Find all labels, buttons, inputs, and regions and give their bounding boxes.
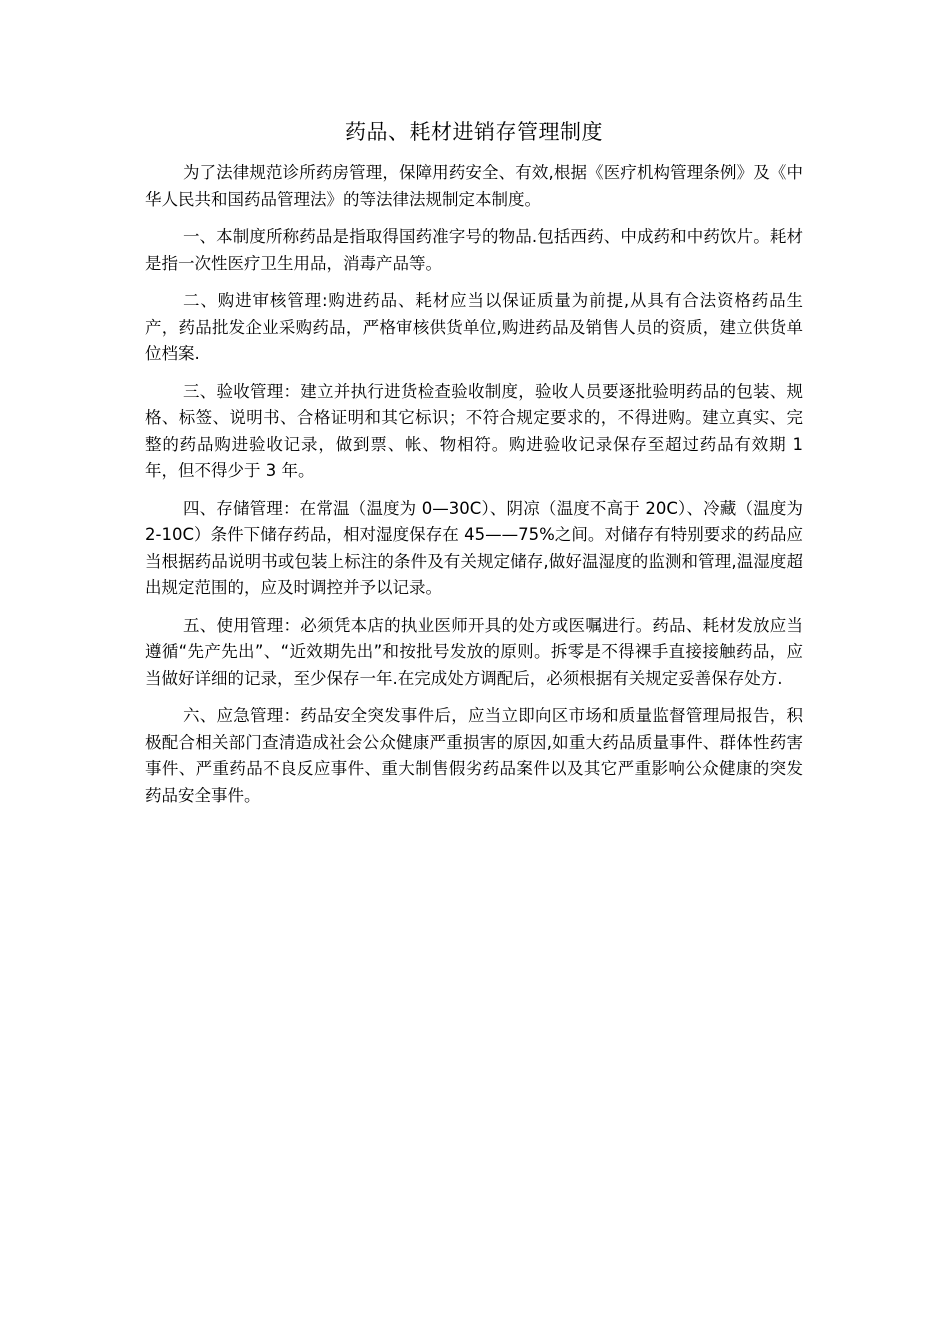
paragraph-storage: 四、存储管理：在常温（温度为 0—30C）、阴凉（温度不高于 20C）、冷藏（温度为 2-10C）条件下储存药品，相对湿度保存在 45——75%之间。对储存有特别要求的药品应当根据药品说明书或包装上标注的条件及有关规定储存,做好温湿度的监测和管理,温湿度超出规定范围的，应及时调控并予以记录。 — [145, 498, 803, 597]
paragraph-usage: 五、使用管理：必须凭本店的执业医师开具的处方或医嘱进行。药品、耗材发放应当遵循“先产先出”、“近效期先出”和按批号发放的原则。拆零是不得裸手直接接触药品，应当做好详细的记录，至少保存一年.在完成处方调配后，必须根据有关规定妥善保存处方. — [145, 615, 803, 688]
document-title: 药品、耗材进销存管理制度 — [345, 120, 603, 144]
paragraph-intro: 为了法律规范诊所药房管理，保障用药安全、有效,根据《医疗机构管理条例》及《中华人民共和国药品管理法》的等法律法规制定本制度。 — [145, 163, 803, 209]
paragraph-emergency: 六、应急管理：药品安全突发事件后，应当立即向区市场和质量监督管理局报告，积极配合相关部门查清造成社会公众健康严重损害的原因,如重大药品质量事件、群体性药害事件、严重药品不良反应事件、重大制售假劣药品案件以及其它严重影响公众健康的突发药品安全事件。 — [145, 706, 803, 805]
document-page — [145, 116, 803, 820]
paragraph-purchase-review: 二、购进审核管理:购进药品、耗材应当以保证质量为前提,从具有合法资格药品生产，药品批发企业采购药品，严格审核供货单位,购进药品及销售人员的资质，建立供货单位档案. — [145, 291, 803, 363]
paragraph-definition: 一、本制度所称药品是指取得国药准字号的物品.包括西药、中成药和中药饮片。耗材是指一次性医疗卫生用品，消毒产品等。 — [145, 227, 803, 273]
paragraph-acceptance: 三、验收管理：建立并执行进货检查验收制度，验收人员要逐批验明药品的包装、规格、标签、说明书、合格证明和其它标识；不符合规定要求的，不得进购。建立真实、完整的药品购进验收记录，做到票、帐、物相符。购进验收记录保存至超过药品有效期 1 年，但不得少于 3 年。 — [145, 381, 803, 480]
